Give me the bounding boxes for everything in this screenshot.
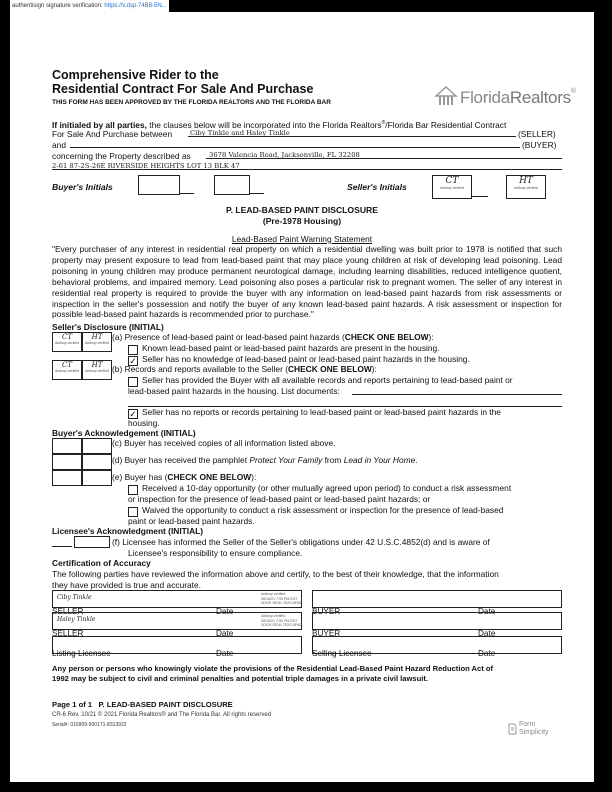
verification-link[interactable]: https://v.dsp.74B8-5N...: [104, 3, 167, 9]
penalty-warning-1: Any person or persons who knowingly violate the provisions of the Residential Lead-Based Paint Hazard Reduction Act of: [52, 664, 494, 673]
selling-licensee-caption: Selling Licensee: [312, 649, 372, 658]
option-provided-records-1: Seller has provided the Buyer with all available records and reports pertaining to lead-based paint or: [142, 375, 513, 385]
property-address: 3678 Valencia Road, Jacksonville, FL 32208: [209, 151, 360, 159]
listing-licensee-caption: Listing Licensee: [52, 649, 111, 658]
checkbox-known-lbp[interactable]: [128, 345, 138, 355]
approval-subtitle: THIS FORM HAS BEEN APPROVED BY THE FLORIDA REALTORS AND THE FLORIDA BAR: [52, 99, 331, 106]
buyer-ack-initial-c2[interactable]: [82, 438, 112, 454]
title-line-1: Comprehensive Rider to the: [52, 68, 219, 82]
certification-text-1: The following parties have reviewed the information above and certify, to the best of their knowledge, that the information: [52, 569, 499, 579]
seller-disclosure-initial-b2[interactable]: [82, 360, 112, 380]
sig1-stamp: dotloop verified 08/18/21 7:50 PM EDT XDGP-SE1K-7E2G-5FAD: [261, 592, 303, 605]
document-page: [10, 12, 594, 782]
clause-c: (c) Buyer has received copies of all information listed above.: [112, 438, 336, 448]
certification-heading: Certification of Accuracy: [52, 558, 151, 568]
form-simplicity-icon: [508, 723, 517, 735]
buyer-signature-2[interactable]: [312, 612, 562, 630]
seller-disclosure-initial-b1[interactable]: [52, 360, 82, 380]
revision-line: CR-6 Rev. 10/21 © 2021 Florida Realtors® and The Florida Bar. All rights reserved: [52, 712, 272, 718]
buyer-name-line: [70, 147, 520, 148]
verification-label: authentisign signature verification:: [12, 3, 103, 9]
serial-number: Serial#: 016909-500171-8313922: [52, 722, 127, 728]
b-stamp-2: dotloop verified: [84, 369, 110, 373]
title-line-2: Residential Contract For Sale And Purchase: [52, 82, 314, 96]
seller-names-value: Ciby Tinkle and Haley Tinkle: [190, 129, 290, 137]
buyer-signature-1[interactable]: [312, 590, 562, 608]
and-label: and: [52, 140, 66, 150]
clause-a: (a) Presence of lead-based paint or lead-based paint hazards (CHECK ONE BELOW):: [112, 332, 434, 342]
legal-line: [52, 169, 562, 170]
option-waived-opportunity-2: paint or lead-based paint hazards.: [128, 516, 255, 526]
b-initial-1: CT: [61, 361, 73, 369]
clause-e: (e) Buyer has (CHECK ONE BELOW):: [112, 472, 257, 482]
clause-d: (d) Buyer has received the pamphlet Protect Your Family from Lead in Your Home.: [112, 455, 418, 465]
seller-initial-box-2[interactable]: [506, 175, 546, 199]
buyer-ack-initial-d1[interactable]: [52, 454, 82, 470]
section-subheading: (Pre-1978 Housing): [262, 216, 342, 226]
legal-description: 2-61 87-2S-26E RIVERSIDE HEIGHTS LOT 13 BLK 47: [52, 162, 240, 170]
a-initial-2: HT: [91, 333, 103, 341]
seller-disclosure-initial-a1[interactable]: [52, 332, 82, 352]
seller-caption-2: SELLER: [52, 629, 84, 638]
licensee-ack-heading: Licensee's Acknowledgment (INITIAL): [52, 526, 204, 536]
clause-f-2: Licensee's responsibility to ensure compliance.: [128, 548, 303, 558]
warning-statement: "Every purchaser of any interest in residential real property on which a residential dwelling was built prior to 1978 is notified that such property may present exposure to lead from lead-based paint that may place young children at risk of developing lead poisoning. Lead poisoning in young children may produce permanent neurological damage, including learning disabilities, reduced intelligence quotient, behavioral problems, and impaired memory. Lead poisoning also poses a particular risk to pregnant women. The seller of any interest in residential real property is required to provide the buyer with any information on lead-based paint hazards from risk assessments or inspection in the seller's possession and notify the buyer of any known lead-based paint hazards. A risk assessment or inspection for possible lead-based paint hazards is recommended prior to purchase.": [52, 244, 562, 320]
sig2-stamp: dotloop verified 08/18/21 7:50 PM EDT XDGP-SE1K-7E2G-5FAD: [261, 614, 303, 627]
buyer-initial-dash: [180, 193, 194, 194]
intro-line-1: If initialed by all parties, the clauses below will be incorporated into the Florida Realtors®/Florida Bar Residential Contract: [52, 119, 507, 130]
a-stamp-1: dotloop verified: [54, 341, 80, 345]
option-received-opportunity-1: Received a 10-day opportunity (or other mutually agreed upon period) to conduct a risk assessment: [142, 483, 512, 493]
buyer-ack-initial-e2[interactable]: [82, 470, 112, 486]
date-caption-5: Date: [216, 649, 234, 658]
florida-realtors-logo: [434, 86, 458, 111]
form-simplicity-text: Form Simplicity: [519, 721, 549, 736]
buyer-initial-box-2[interactable]: [214, 175, 250, 195]
seller-signature-2-value: Haley Tinkle: [57, 616, 96, 623]
date-caption-1: Date: [216, 607, 234, 616]
option-no-knowledge: Seller has no knowledge of lead-based paint or lead-based paint hazards in the housing.: [142, 354, 470, 364]
house-icon: [434, 86, 458, 106]
seller-initial-box-1[interactable]: [432, 175, 472, 199]
clause-f-1: (f) Licensee has informed the Seller of the Seller's obligations under 42 U.S.C.4852(d) and is aware of: [112, 537, 490, 547]
buyer-ack-initial-c1[interactable]: [52, 438, 82, 454]
buyer-caption-1: BUYER: [312, 607, 341, 616]
checkbox-no-reports[interactable]: ✓: [129, 409, 137, 419]
page-footer: Page 1 of 1 P. LEAD-BASED PAINT DISCLOSURE: [52, 700, 233, 709]
property-label: concerning the Property described as: [52, 151, 191, 161]
buyer-label: (BUYER): [522, 140, 557, 150]
form-simplicity-logo: [508, 722, 517, 740]
seller-disclosure-heading: Seller's Disclosure (INITIAL): [52, 322, 164, 332]
verification-banner: [10, 0, 169, 12]
buyer-ack-initial-d2[interactable]: [82, 454, 112, 470]
date-caption-2: Date: [478, 607, 496, 616]
date-caption-3: Date: [216, 629, 234, 638]
date-caption-6: Date: [478, 649, 496, 658]
intro-line-2: For Sale And Purchase between: [52, 129, 173, 139]
option-no-reports-2: housing.: [128, 418, 160, 428]
seller-initial-dash: [472, 196, 488, 197]
option-received-opportunity-2: or inspection for the presence of lead-based paint or lead-based paint hazards; or: [128, 494, 431, 504]
seller-signature-1-value: Ciby Tinkle: [57, 594, 92, 601]
seller-caption-1: SELLER: [52, 607, 84, 616]
seller-initial-2-value: HT: [519, 176, 533, 186]
warning-title: Lead-Based Paint Warning Statement: [231, 234, 373, 244]
checkbox-no-knowledge[interactable]: ✓: [129, 356, 137, 366]
clause-b: (b) Records and reports available to the Seller (CHECK ONE BELOW):: [112, 364, 377, 374]
licensee-dash: [52, 546, 72, 547]
buyer-initials-label: Buyer's Initials: [52, 182, 113, 192]
section-heading: P. LEAD-BASED PAINT DISCLOSURE: [226, 205, 378, 215]
buyer-initial-dash-2: [250, 193, 264, 194]
option-known-lbp: Known lead-based paint or lead-based paint hazards are present in the housing.: [142, 343, 440, 353]
initial-stamp-1: dotloop verified: [439, 186, 465, 190]
seller-signature-2[interactable]: [52, 612, 302, 630]
licensee-initial-box[interactable]: [74, 536, 110, 548]
seller-disclosure-initial-a2[interactable]: [82, 332, 112, 352]
initial-stamp-2: dotloop verified: [513, 186, 539, 190]
buyer-ack-heading: Buyer's Acknowledgement (INITIAL): [52, 428, 196, 438]
a-stamp-2: dotloop verified: [84, 341, 110, 345]
a-initial-1: CT: [61, 333, 73, 341]
b-initial-2: HT: [91, 361, 103, 369]
certification-text-2: they have provided is true and accurate.: [52, 580, 201, 590]
buyer-ack-initial-e1[interactable]: [52, 470, 82, 486]
buyer-caption-2: BUYER: [312, 629, 341, 638]
seller-initials-label: Seller's Initials: [347, 182, 407, 192]
seller-label: (SELLER): [518, 129, 556, 139]
seller-initial-1-value: CT: [445, 176, 459, 186]
buyer-initial-box-1[interactable]: [138, 175, 180, 195]
documents-list-line[interactable]: [352, 394, 562, 395]
option-no-reports-1: Seller has no reports or records pertaining to lead-based paint or lead-based paint hazards in the: [142, 407, 501, 417]
logo-wordmark: FloridaRealtors®: [460, 88, 576, 107]
penalty-warning-2: 1992 may be subject to civil and criminal penalties and potential triple damages in a private civil lawsuit.: [52, 674, 429, 683]
b-stamp-1: dotloop verified: [54, 369, 80, 373]
seller-signature-1[interactable]: [52, 590, 302, 608]
option-provided-records-2: lead-based paint hazards in the housing. List documents:: [128, 386, 340, 396]
date-caption-4: Date: [478, 629, 496, 638]
option-waived-opportunity-1: Waived the opportunity to conduct a risk assessment or inspection for the presence of lead-based: [142, 505, 504, 515]
